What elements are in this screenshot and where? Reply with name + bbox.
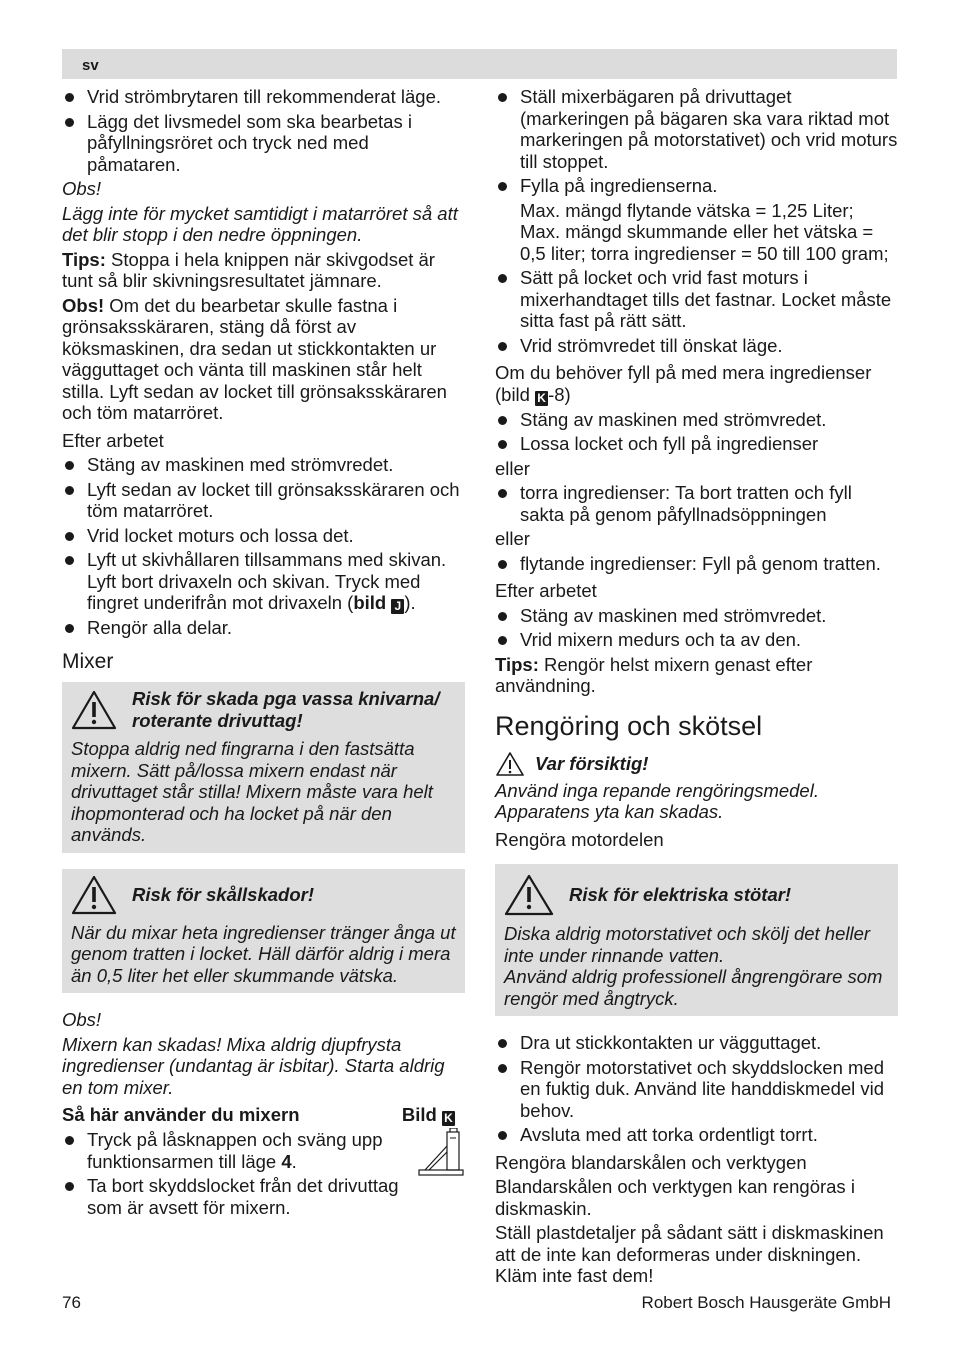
tips-label: Tips: — [495, 653, 539, 675]
tips-label: Tips: — [62, 248, 106, 270]
list-item: Stäng av maskinen med strömvredet. — [62, 454, 465, 476]
function-arm-illustration — [417, 1128, 465, 1178]
list-item: Fylla på ingredienserna. — [495, 175, 898, 197]
caution-text: Använd inga repande rengöringsmedel. Apparatens yta kan skadas. — [495, 779, 819, 822]
obs-label: Obs! — [62, 178, 102, 199]
section-heading: Om du behöver fyll på med mera ingredienser (bild K -8) — [495, 362, 872, 405]
obs-text: Lägg inte för mycket samtidigt i matarröret så att det blir stopp i den nedre öppningen. — [62, 202, 458, 245]
bullet-list — [495, 482, 898, 525]
warning-box — [62, 682, 465, 853]
list-item: Tryck på låsknappen och sväng upp funktionsarmen till läge 4. — [62, 1129, 410, 1172]
list-item: flytande ingredienser: Fyll på genom tratten. — [495, 553, 898, 575]
warning-title: Risk för skada pga vassa knivarna/ roterante drivuttag! — [132, 688, 440, 731]
caution-title: Var försiktig! — [535, 752, 649, 774]
warning-box — [62, 869, 465, 994]
figure-badge: K — [535, 391, 548, 406]
list-item: Stäng av maskinen med strömvredet. — [495, 605, 898, 627]
list-item: Rengör motorstativet och skyddslocken med en fuktig duk. Använd lite handdiskmedel vid behov. — [495, 1057, 898, 1122]
warning-title: Risk för elektriska stötar! — [569, 884, 792, 906]
obs-label: Obs! — [62, 294, 105, 316]
bild-label: bild — [353, 592, 387, 613]
warning-triangle-icon — [71, 875, 117, 915]
list-item: Lossa locket och fyll på ingredienser — [495, 433, 898, 455]
caution-header — [495, 751, 898, 777]
tips-text: Stoppa i hela knippen när skivgodset är tunt så blir skivningsresultatet jämnare. — [62, 248, 435, 291]
warning-text: När du mixar heta ingredienser tränger ånga ut genom tratten i locket. Häll därför aldrig i mera än 0,5 liter het eller skummande vätska. — [71, 921, 456, 986]
tips-paragraph — [495, 654, 898, 697]
list-item: Vrid locket moturs och lossa det. — [62, 525, 465, 547]
list-item: Avsluta med att torka ordentligt torrt. — [495, 1124, 898, 1146]
section-heading: Rengöra blandarskålen och verktygen — [495, 1151, 807, 1173]
tips-paragraph — [62, 249, 465, 292]
list-item: Ställ mixerbägaren på drivuttaget (markeringen på bägaren ska vara riktad mot markeringen på motorstativet) och vrid moturs till stoppet. — [495, 86, 898, 172]
bullet-list — [495, 1032, 898, 1146]
bullet-list — [495, 267, 898, 356]
warning-title: Risk för skållskador! — [132, 883, 314, 905]
max-quantity-text: Max. mängd flytande vätska = 1,25 Liter; Max. mängd skummande eller het vätska = 0,5 liter; torra ingredienser = 50 till 100 gram; — [520, 199, 889, 264]
paragraph: Ställ plastdetaljer på sådant sätt i diskmaskinen att de inte kan deformeras under diskningen. Kläm inte fast dem! — [495, 1222, 884, 1286]
caution-triangle-icon — [495, 751, 525, 777]
mixer-heading: Mixer — [62, 649, 114, 673]
warning-text: Stoppa aldrig ned fingrarna i den fastsätta mixern. Sätt på/lossa mixern endast när drivuttaget står stilla! Mixern måste vara helt ihopmonterad och ha locket på när den används. — [71, 738, 433, 845]
cleaning-heading: Rengöring och skötsel — [495, 710, 763, 741]
section-heading: Efter arbetet — [62, 429, 164, 451]
left-column — [62, 86, 465, 1221]
bullet-list — [495, 553, 898, 575]
tips-text: Rengör helst mixern genast efter användning. — [495, 653, 813, 696]
obs-label: Obs! — [62, 1009, 102, 1030]
bullet-list — [495, 605, 898, 651]
bullet-list — [62, 454, 465, 639]
or-text: eller — [495, 528, 530, 549]
list-item: Lägg det livsmedel som ska bearbetas i påfyllningsröret och tryck ned med påmataren. — [62, 111, 465, 176]
list-item: Lyft ut skivhållaren tillsammans med skivan. Lyft bort drivaxeln och skivan. Tryck med fingret underifrån mot drivaxeln (bild J ). — [62, 549, 465, 614]
bullet-list — [62, 86, 465, 175]
bullet-list — [495, 86, 898, 197]
list-item: Vrid mixern medurs och ta av den. — [495, 629, 898, 651]
language-bar — [62, 49, 897, 79]
list-item: Ta bort skyddslocket från det drivuttag som är avsett för mixern. — [62, 1175, 410, 1218]
section-heading: Rengöra motordelen — [495, 828, 664, 850]
list-item: torra ingredienser: Ta bort tratten och fyll sakta på genom påfyllnadsöppningen — [495, 482, 898, 525]
obs-text: Mixern kan skadas! Mixa aldrig djupfrysta ingredienser (undantag är isbitar). Starta aldrig en tom mixer. — [62, 1033, 445, 1098]
warning-triangle-icon — [71, 690, 117, 730]
list-item: Dra ut stickkontakten ur vägguttaget. — [495, 1032, 898, 1054]
figure-badge: J — [391, 599, 404, 614]
list-item: Rengör alla delar. — [62, 617, 465, 639]
bullet-list — [495, 409, 898, 455]
usage-figure-ref: Bild K — [402, 1104, 455, 1126]
company-name: Robert Bosch Hausgeräte GmbH — [641, 1293, 891, 1312]
obs-text: Om det du bearbetar skulle fastna i grönsaksskäraren, stäng då först av köksmaskinen, dra sedan ut stickkontakten ur vägguttaget och vänta till maskinen står helt stilla. Lyft sedan av locket till grönsaksskäraren och töm matarröret. — [62, 294, 447, 423]
right-column — [495, 86, 898, 1290]
warning-text: Använd aldrig professionell ångrengörare som rengör med ångtryck. — [504, 966, 883, 1009]
list-item: Sätt på locket och vrid fast moturs i mixerhandtaget tills det fastnar. Locket måste sitta fast på rätt sätt. — [495, 267, 898, 332]
list-item: Vrid strömvredet till önskat läge. — [495, 335, 898, 357]
list-item: Stäng av maskinen med strömvredet. — [495, 409, 898, 431]
or-text: eller — [495, 457, 530, 479]
bullet-list — [62, 1129, 465, 1218]
figure-badge: K — [442, 1111, 455, 1126]
warning-triangle-icon — [504, 874, 554, 916]
paragraph: Blandarskålen och verktygen kan rengöras i diskmaskin. — [495, 1176, 855, 1219]
warning-box — [495, 864, 898, 1016]
usage-title: Så här använder du mixern — [62, 1104, 300, 1125]
warning-text: Diska aldrig motorstativet och skölj det heller inte under rinnande vatten. — [504, 923, 871, 966]
page-number: 76 — [62, 1293, 81, 1312]
language-code: sv — [82, 57, 99, 74]
list-item: Lyft sedan av locket till grönsaksskäraren och töm matarröret. — [62, 479, 465, 522]
usage-heading — [62, 1104, 465, 1126]
list-item: Vrid strömbrytaren till rekommenderat läge. — [62, 86, 465, 108]
section-heading: Efter arbetet — [495, 580, 597, 601]
obs-paragraph — [62, 295, 465, 424]
